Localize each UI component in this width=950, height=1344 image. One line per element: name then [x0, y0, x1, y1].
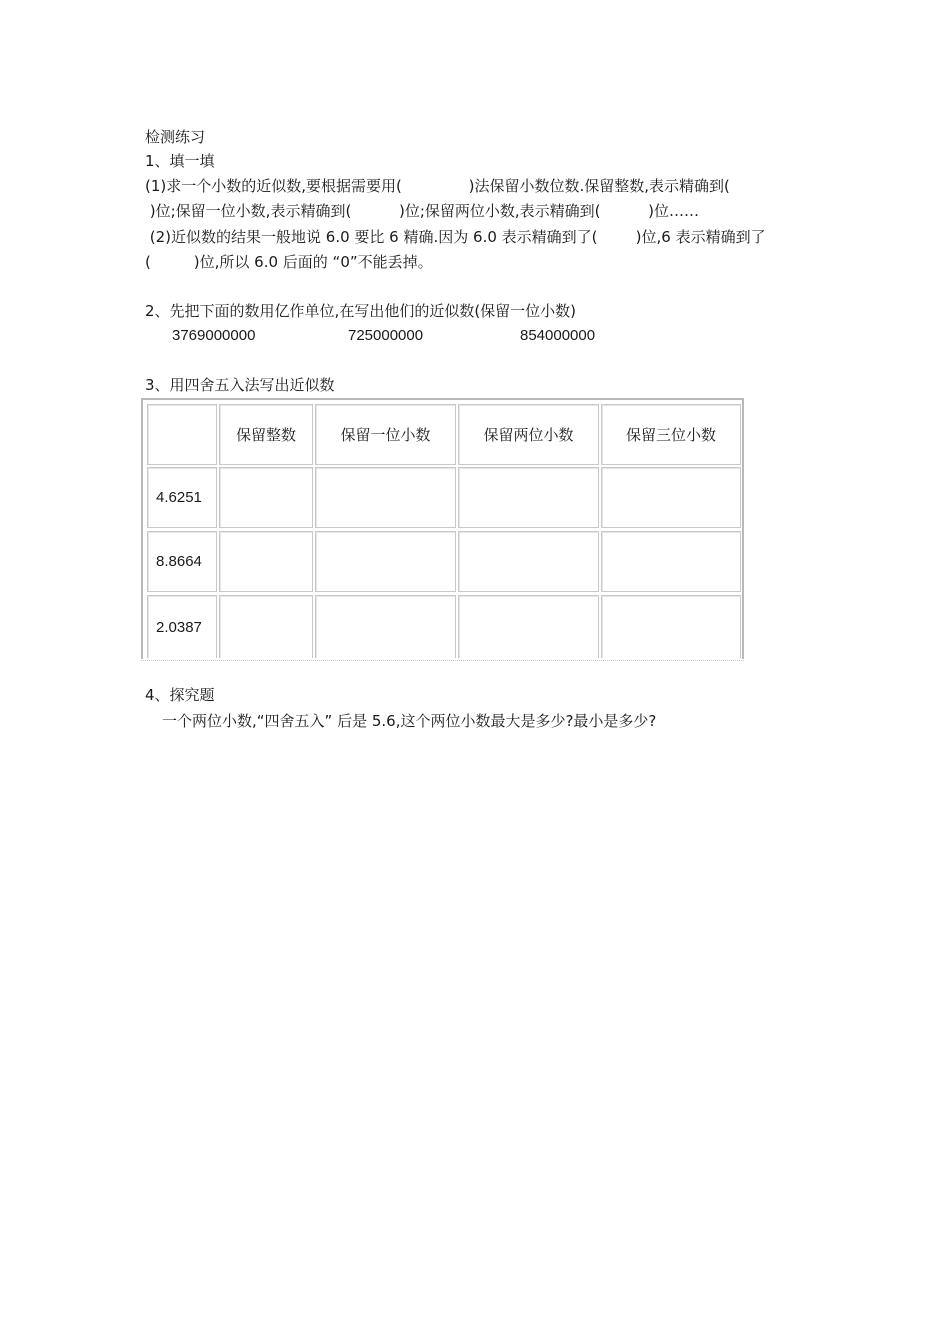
table-cell	[458, 595, 599, 658]
section1-line1: (1)求一个小数的近似数,要根据需要用( )法保留小数位数.保留整数,表示精确到(	[145, 177, 730, 195]
table-header-two-decimal: 保留两位小数	[458, 404, 599, 465]
section2-heading: 2、先把下面的数用亿作单位,在写出他们的近似数(保留一位小数)	[145, 302, 577, 320]
number-2: 725000000	[348, 327, 424, 344]
section1-line4: ( )位,所以 6.0 后面的 “0”不能丢掉。	[145, 253, 433, 271]
section1-line2: )位;保留一位小数,表示精确到( )位;保留两位小数,表示精确到( )位……	[145, 202, 700, 220]
section1-heading: 1、填一填	[145, 152, 215, 170]
table-cell	[219, 595, 313, 658]
section4-heading: 4、探究题	[145, 686, 215, 704]
table-cell	[219, 467, 313, 528]
table-cell	[315, 531, 456, 592]
number-3: 854000000	[520, 327, 596, 344]
table-header-three-decimal: 保留三位小数	[601, 404, 741, 465]
table-header-integer: 保留整数	[219, 404, 313, 465]
section4-question: 一个两位小数,“四舍五入” 后是 5.6,这个两位小数最大是多少?最小是多少?	[162, 712, 657, 730]
table-cell	[315, 467, 456, 528]
doc-title: 检测练习	[145, 128, 206, 146]
table-cell	[458, 467, 599, 528]
section3-heading: 3、用四舍五入法写出近似数	[145, 376, 335, 394]
table-header-one-decimal: 保留一位小数	[315, 404, 456, 465]
table-row-label: 4.6251	[147, 467, 217, 528]
table-cell	[601, 531, 741, 592]
table-row-label: 8.8664	[147, 531, 217, 592]
table-header-empty	[147, 404, 217, 465]
table-row-label: 2.0387	[147, 595, 217, 658]
table-cell	[601, 467, 741, 528]
table-cell	[458, 531, 599, 592]
table-cell	[219, 531, 313, 592]
number-1: 3769000000	[172, 327, 256, 344]
rounding-table	[141, 398, 744, 659]
section1-line3: (2)近似数的结果一般地说 6.0 要比 6 精确.因为 6.0 表示精确到了( )位,6 表示精确到了	[145, 228, 766, 246]
table-cell	[315, 595, 456, 658]
table-cell	[601, 595, 741, 658]
